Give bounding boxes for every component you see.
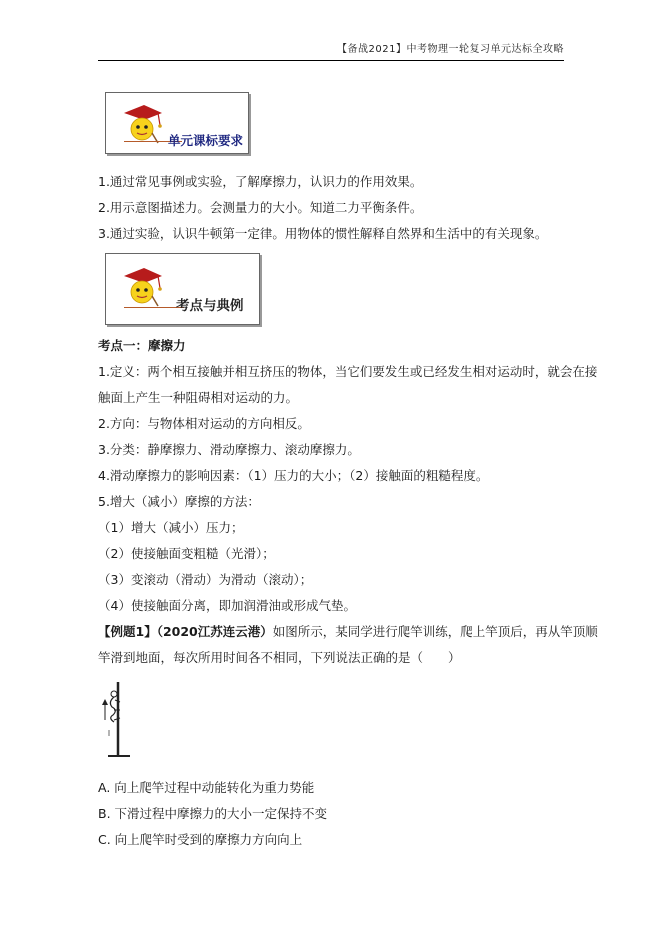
- mascot-graduate-icon: [118, 264, 164, 310]
- section-banner-requirements: [105, 92, 249, 154]
- content-line: 2.方向：与物体相对运动的方向相反。: [98, 416, 310, 431]
- content-line: （2）使接触面变粗糙（光滑）；: [98, 546, 275, 561]
- example-text: 如图所示，某同学进行爬竿训练，爬上竿顶后，再从竿顶顺: [272, 624, 598, 639]
- content-line: 4.滑动摩擦力的影响因素：（1）压力的大小；（2）接触面的粗糙程度。: [98, 468, 489, 483]
- header-divider: [98, 60, 564, 61]
- page-header: 【备战2021】中考物理一轮复习单元达标全攻略: [337, 44, 564, 55]
- example-tag: 【例题1】（2020江苏连云港）: [98, 624, 273, 639]
- banner-title: 单元课标要求: [168, 133, 244, 148]
- requirement-item: 3.通过实验，认识牛顿第一定律。用物体的惯性解释自然界和生活中的有关现象。: [98, 226, 548, 241]
- content-line: （4）使接触面分离，即加润滑油或形成气垫。: [98, 598, 356, 613]
- content-line: 触面上产生一种阻碍相对运动的力。: [98, 390, 299, 405]
- example-line: 竿滑到地面，每次所用时间各不相同，下列说法正确的是（ ）: [98, 650, 461, 665]
- content-line: （1）增大（减小）压力；: [98, 520, 244, 535]
- option-b: B. 下滑过程中摩擦力的大小一定保持不变: [98, 806, 328, 821]
- option-a: A. 向上爬竿过程中动能转化为重力势能: [98, 780, 315, 795]
- example-line: [98, 624, 598, 640]
- section-banner-kaodian: [105, 253, 260, 325]
- content-line: 1.定义：两个相互接触并相互挤压的物体，当它们要发生或已经发生相对运动时，就会在接: [98, 364, 598, 379]
- pole-climbing-figure: [96, 680, 136, 760]
- option-c: C. 向上爬竿时受到的摩擦力方向向上: [98, 832, 303, 847]
- requirement-item: 2.用示意图描述力。会测量力的大小。知道二力平衡条件。: [98, 200, 423, 215]
- banner-underline: [124, 307, 184, 308]
- content-line: 3.分类：静摩擦力、滑动摩擦力、滚动摩擦力。: [98, 442, 360, 457]
- requirement-item: 1.通过常见事例或实验，了解摩擦力，认识力的作用效果。: [98, 174, 423, 189]
- content-line: 5.增大（减小）摩擦的方法：: [98, 494, 260, 509]
- banner-title: 考点与典例: [176, 298, 244, 314]
- content-line: （3）变滚动（滑动）为滑动（滚动）；: [98, 572, 313, 587]
- section-heading: 考点一：摩擦力: [98, 338, 186, 353]
